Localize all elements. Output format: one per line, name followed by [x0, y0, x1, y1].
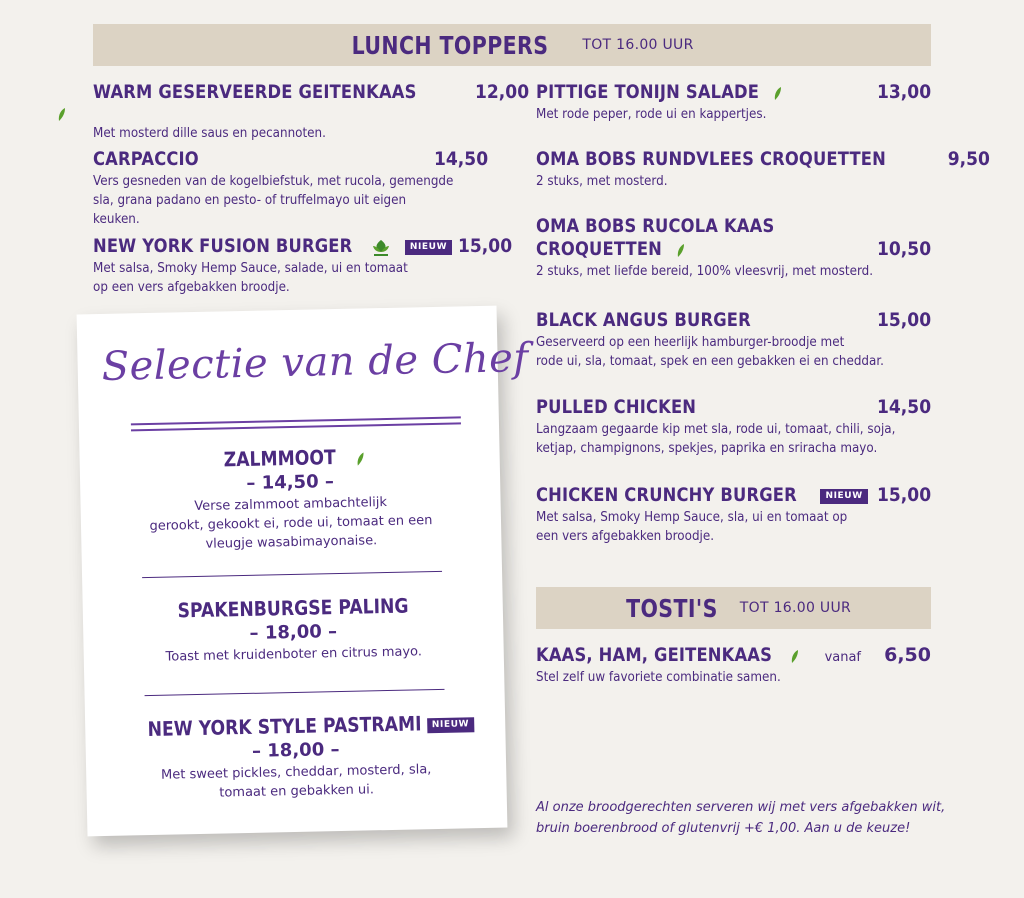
item-description: Stel zelf uw favoriete combinatie samen. [536, 670, 781, 685]
leaf-icon [676, 243, 685, 258]
item-description: Met salsa, Smoky Hemp Sauce, salade, ui en tomaat op een vers afgebakken broodje. [93, 261, 408, 295]
menu-item-chicken-crunchy-burger [536, 484, 931, 546]
chef-selection-title: Selectie van de Chef [101, 335, 530, 390]
tosti-subtitle: TOT 16.00 UUR [739, 600, 852, 616]
item-name: PITTIGE TONIJN SALADE [536, 81, 760, 103]
divider [142, 571, 442, 578]
item-price: 15,00 [876, 484, 931, 506]
tosti-title: TOSTI'S [626, 593, 718, 623]
new-badge: NIEUW [427, 717, 475, 733]
price-prefix: vanaf [824, 650, 862, 665]
item-name: OMA BOBS RUNDVLEES CROQUETTEN [536, 148, 886, 170]
chef-item-paling [123, 592, 464, 667]
chef-selection-card [77, 306, 530, 837]
chef-item-price: – 18,00 – [249, 621, 338, 644]
menu-item-black-angus-burger [536, 309, 931, 371]
chef-item-zalmmoot [119, 442, 461, 555]
item-price: 15,00 [458, 235, 513, 257]
lunch-toppers-title: LUNCH TOPPERS [351, 30, 549, 60]
item-name: CHICKEN CRUNCHY BURGER [536, 484, 797, 506]
item-description: Met rode peper, rode ui en kappertjes. [536, 107, 767, 122]
menu-item-pulled-chicken [536, 396, 931, 458]
bread-footnote: Al onze broodgerechten serveren wij met vers afgebakken wit, bruin boerenbrood of glutenvrij +€ 1,00. Aan u de keuze! [536, 800, 946, 836]
item-name-line1: OMA BOBS RUCOLA KAAS [536, 215, 775, 237]
chef-item-description: Toast met kruidenboter en citrus mayo. [165, 644, 423, 665]
chef-item-pastrami [125, 710, 470, 804]
menu-item-rucola-kaas-croquetten [536, 215, 931, 281]
leaf-icon [57, 107, 66, 122]
item-name: KAAS, HAM, GEITENKAAS [536, 644, 773, 666]
item-price: 14,50 [876, 396, 931, 418]
chef-item-price: – 18,00 – [251, 739, 340, 762]
item-description: Met mosterd dille saus en pecannoten. [93, 126, 326, 141]
chef-item-description: Met sweet pickles, cheddar, mosterd, sla, tomaat en gebakken ui. [160, 762, 432, 801]
item-price: 14,50 [433, 148, 488, 170]
chef-item-price: – 14,50 – [246, 471, 335, 494]
chef-item-name: SPAKENBURGSE PALING [177, 593, 409, 623]
item-name: NEW YORK FUSION BURGER [93, 235, 353, 257]
item-price: 15,00 [876, 309, 931, 331]
item-name: WARM GESERVEERDE GEITENKAAS [93, 81, 417, 103]
item-name: PULLED CHICKEN [536, 396, 697, 418]
menu-item-tonijn-salade [536, 81, 931, 124]
item-name: CARPACCIO [93, 148, 199, 170]
item-name: BLACK ANGUS BURGER [536, 309, 751, 331]
leaf-icon [773, 86, 782, 101]
chef-item-name: NEW YORK STYLE PASTRAMI [147, 711, 422, 742]
item-price: 12,00 [475, 81, 530, 103]
divider [145, 689, 445, 696]
item-name-line2: CROQUETTEN [536, 238, 663, 260]
item-description: 2 stuks, met mosterd. [536, 174, 668, 189]
item-description: Met salsa, Smoky Hemp Sauce, sla, ui en tomaat op een vers afgebakken broodje. [536, 510, 848, 544]
item-description: 2 stuks, met liefde bereid, 100% vleesvrij, met mosterd. [536, 264, 874, 279]
chef-item-description: Verse zalmmoot ambachtelijk gerookt, gekookt ei, rode ui, tomaat en een vleugje wasabimayonaise. [149, 494, 433, 552]
item-price: 9,50 [947, 148, 990, 170]
leaf-icon [790, 649, 799, 664]
item-price: 6,50 [884, 644, 931, 666]
item-price: 13,00 [876, 81, 931, 103]
menu-item-new-york-fusion-burger [93, 235, 513, 297]
lunch-toppers-subtitle: TOT 16.00 UUR [582, 37, 694, 53]
item-description: Geserveerd op een heerlijk hamburger-broodje met rode ui, sla, tomaat, spek en een gebakken ei en cheddar. [536, 335, 884, 369]
new-badge: NIEUW [820, 489, 867, 504]
menu-item-tosti [536, 644, 931, 687]
leaf-icon [356, 451, 365, 466]
menu-item-rundvlees-croquetten [536, 148, 990, 191]
new-badge: NIEUW [405, 240, 452, 255]
chef-item-name: ZALMMOOT [223, 445, 336, 472]
item-description: Langzaam gegaarde kip met sla, rode ui, tomaat, chili, soja, ketjap, champignons, spekjes, paprika en sriracha mayo. [536, 422, 896, 456]
vegan-badge-icon [370, 238, 392, 258]
lunch-toppers-banner [93, 24, 931, 66]
menu-item-geitenkaas [93, 81, 530, 143]
item-description: Vers gesneden van de kogelbiefstuk, met rucola, gemengde sla, grana padano en pesto- of truffelmayo uit eigen keuken. [93, 174, 454, 227]
menu-item-carpaccio [93, 148, 488, 229]
tosti-banner [536, 587, 931, 629]
item-price: 10,50 [876, 238, 931, 260]
